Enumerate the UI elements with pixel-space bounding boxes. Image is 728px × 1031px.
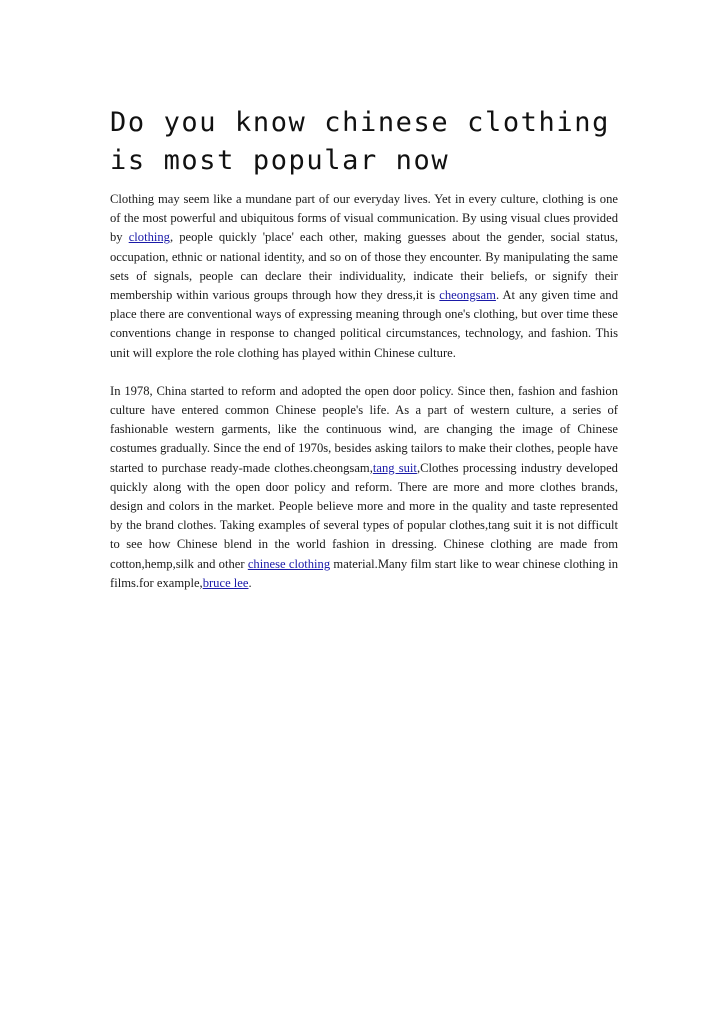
paragraph-text: . [248, 575, 252, 590]
paragraph-history [110, 382, 618, 593]
paragraph-text: . At any given time and place there are conventional ways of expressing meaning through one's clothing, but over time these conventions change in response to changed political circumstances, technology, and fashion. This unit will explore the role clothing has played within Chinese culture. [110, 288, 618, 360]
paragraph-intro [110, 190, 618, 363]
paragraph-text: material.Many film start like to wear chinese clothing in films.for example, [110, 556, 618, 590]
chinese-clothing-link[interactable]: chinese clothing [247, 556, 331, 571]
clothing-link[interactable]: clothing [128, 230, 170, 245]
bruce-lee-link[interactable]: bruce lee [202, 575, 249, 590]
paragraph-text: In 1978, China started to reform and adopted the open door policy. Since then, fashion and fashion culture have entered common Chinese people's life. As a part of western culture, a series of fashionable western garments, like the continuous wind, are changing the image of Chinese costumes gradually. Since the end of 1970s, besides asking tailors to make their clothes, people have started to purchase ready-made clothes.cheongsam, [110, 383, 618, 475]
cheongsam-link[interactable]: cheongsam [439, 288, 496, 303]
document-page [110, 104, 618, 593]
paragraph-text: , people quickly 'place' each other, making guesses about the gender, social status, occupation, ethnic or national identity, and so on of those they encounter. By manipulating the same sets of signals, people can declare their individuality, indicate their beliefs, or signify their membership within various groups through how they dress,it is [110, 230, 618, 303]
paragraph-text: ,Clothes processing industry developed quickly along with the open door policy and reform. There are more and more clothes brands, design and colors in the market. People believe more and more in the quality and taste represented by the brand clothes. Taking examples of several types of popular clothes,tang suit it is not difficult to see how Chinese blend in the world fashion in dressing. Chinese clothing are made from cotton,hemp,silk and other [110, 460, 618, 571]
paragraph-text: Clothing may seem like a mundane part of our everyday lives. Yet in every culture, clothing is one of the most powerful and ubiquitous forms of visual communication. By using visual clues provided by [110, 192, 618, 245]
tang-suit-link[interactable]: tang suit [372, 460, 417, 475]
article-title: Do you know chinese clothing is most popular now [110, 107, 610, 176]
